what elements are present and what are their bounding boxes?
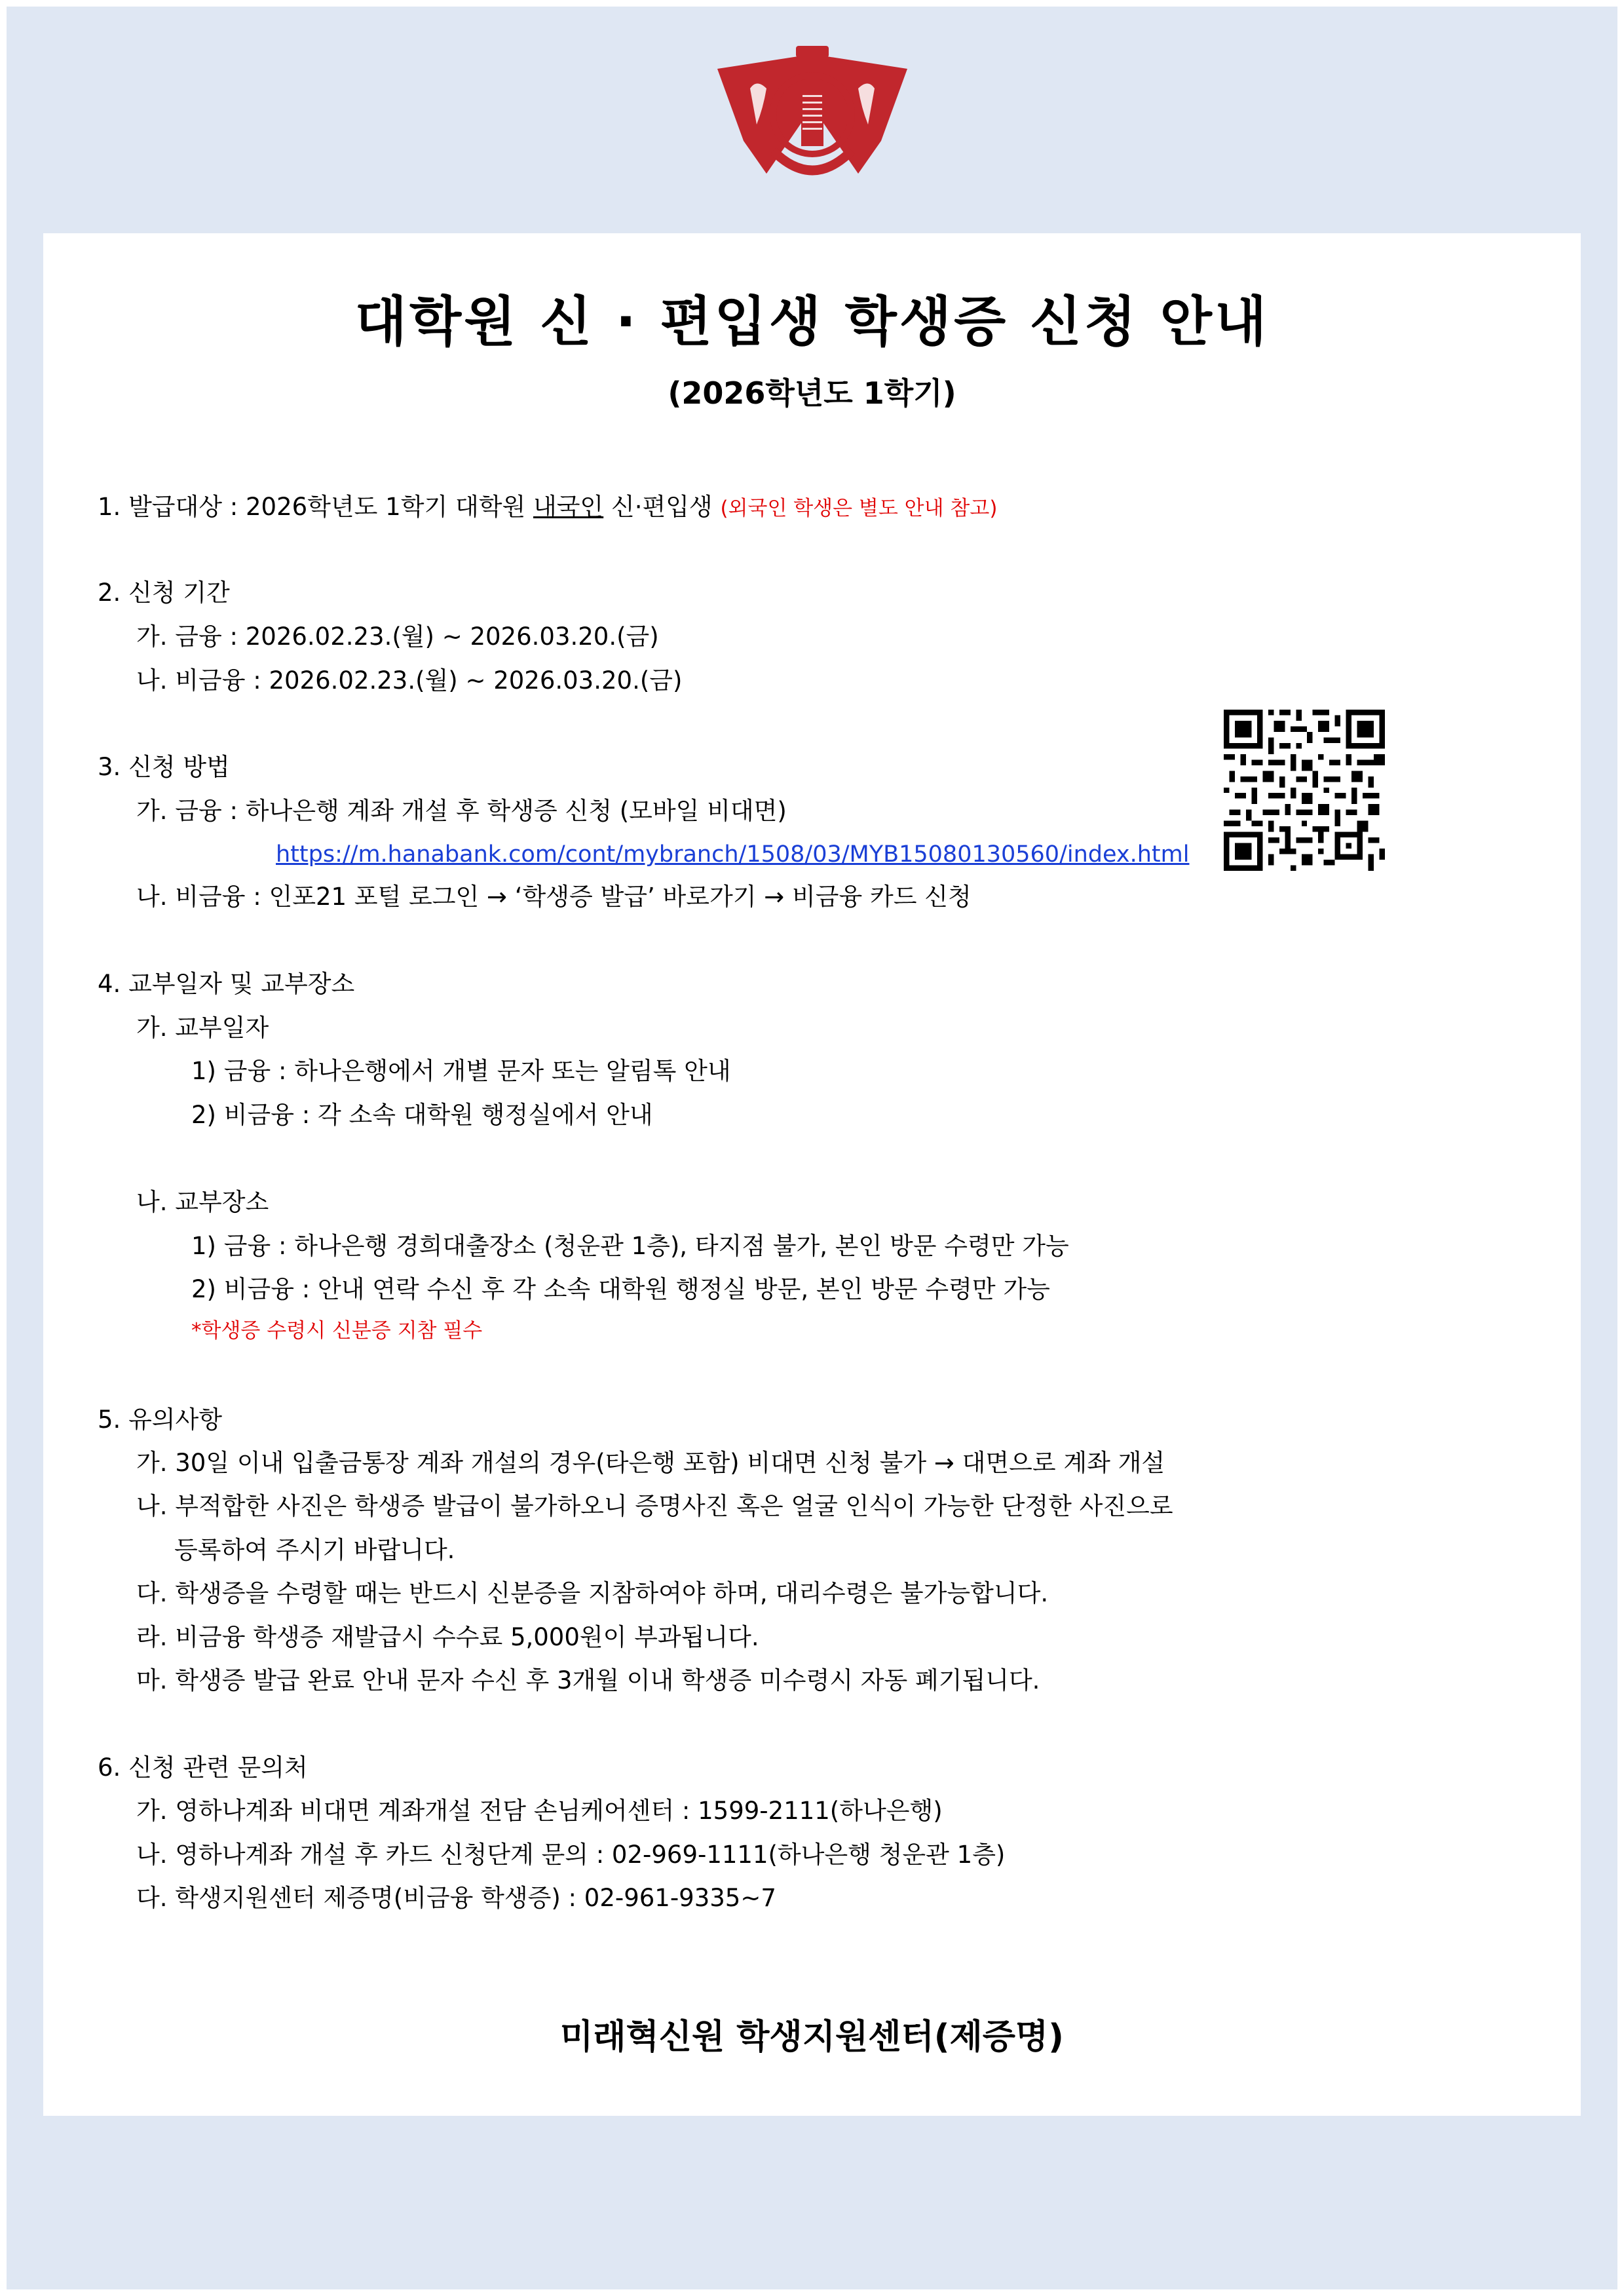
qr-code-icon[interactable] bbox=[1224, 710, 1385, 871]
section-4-heading: 4. 교부일자 및 교부장소 bbox=[98, 970, 355, 998]
section-3-heading: 3. 신청 방법 bbox=[98, 753, 230, 781]
section-6-item-b: 나. 영하나계좌 개설 후 카드 신청단계 문의 : 02-969-1111(하나은행 청운관 1층) bbox=[136, 1841, 1006, 1869]
section-3-item-b: 나. 비금융 : 인포21 포털 로그인 → ‘학생증 발급’ 바로가기 → 비금융 카드 신청 bbox=[136, 883, 972, 911]
issuer-signature: 미래혁신원 학생지원센터(제증명) bbox=[560, 2018, 1064, 2057]
section-2-item-a: 가. 금융 : 2026.02.23.(월) ~ 2026.03.20.(금) bbox=[136, 622, 659, 651]
section-1-highlight: 내국인 bbox=[533, 493, 604, 521]
section-5-item-a: 가. 30일 이내 입출금통장 계좌 개설의 경우(타은행 포함) 비대면 신청 불가 → 대면으로 계좌 개설 bbox=[136, 1449, 1165, 1477]
section-5-item-b-line1: 나. 부적합한 사진은 학생증 발급이 불가하오니 증명사진 혹은 얼굴 인식이 가능한 단정한 사진으로 bbox=[136, 1492, 1173, 1520]
page-subtitle: (2026학년도 1학기) bbox=[668, 375, 956, 411]
section-4-sub-a-heading: 가. 교부일자 bbox=[136, 1014, 269, 1042]
section-1-note: (외국인 학생은 별도 안내 참고) bbox=[720, 497, 998, 520]
section-5-item-e: 마. 학생증 발급 완료 안내 문자 수신 후 3개월 이내 학생증 미수령시 자동 폐기됩니다. bbox=[136, 1666, 1040, 1694]
notice-sheet bbox=[43, 233, 1581, 2116]
section-4-a1: 1) 금융 : 하나은행에서 개별 문자 또는 알림톡 안내 bbox=[191, 1057, 731, 1085]
section-5-item-d: 라. 비금융 학생증 재발급시 수수료 5,000원이 부과됩니다. bbox=[136, 1623, 759, 1651]
section-4-note: *학생증 수령시 신분증 지참 필수 bbox=[191, 1319, 483, 1343]
section-5-item-c: 다. 학생증을 수령할 때는 반드시 신분증을 지참하여야 하며, 대리수령은 불가능합니다. bbox=[136, 1579, 1049, 1607]
section-6-item-c: 다. 학생지원센터 제증명(비금융 학생증) : 02-961-9335~7 bbox=[136, 1884, 776, 1912]
page-title: 대학원 신 · 편입생 학생증 신청 안내 bbox=[354, 291, 1270, 353]
section-4-sub-b-heading: 나. 교부장소 bbox=[136, 1188, 269, 1216]
section-1 bbox=[98, 491, 997, 525]
section-3-item-a: 가. 금융 : 하나은행 계좌 개설 후 학생증 신청 (모바일 비대면) bbox=[136, 797, 787, 825]
section-5-item-b-line2: 등록하여 주시기 바랍니다. bbox=[174, 1536, 455, 1564]
section-1-suffix: 신·편입생 bbox=[603, 493, 721, 521]
section-4-b1: 1) 금융 : 하나은행 경희대출장소 (청운관 1층), 타지점 불가, 본인 방문 수령만 가능 bbox=[191, 1232, 1069, 1260]
hanabank-link[interactable]: https://m.hanabank.com/cont/mybranch/1508/03/MYB15080130560/index.html bbox=[276, 841, 1190, 868]
section-1-text: 1. 발급대상 : 2026학년도 1학기 대학원 bbox=[98, 493, 533, 521]
section-2-item-b: 나. 비금융 : 2026.02.23.(월) ~ 2026.03.20.(금) bbox=[136, 666, 683, 695]
university-emblem-icon bbox=[704, 43, 920, 193]
section-2-heading: 2. 신청 기간 bbox=[98, 579, 230, 607]
section-6-item-a: 가. 영하나계좌 비대면 계좌개설 전담 손님케어센터 : 1599-2111(하나은행) bbox=[136, 1797, 943, 1825]
section-4-a2: 2) 비금융 : 각 소속 대학원 행정실에서 안내 bbox=[191, 1101, 653, 1129]
section-5-heading: 5. 유의사항 bbox=[98, 1406, 223, 1434]
section-4-b2: 2) 비금융 : 안내 연락 수신 후 각 소속 대학원 행정실 방문, 본인 방문 수령만 가능 bbox=[191, 1275, 1050, 1303]
section-6-heading: 6. 신청 관련 문의처 bbox=[98, 1753, 308, 1782]
hanabank-link-row bbox=[276, 837, 1189, 871]
